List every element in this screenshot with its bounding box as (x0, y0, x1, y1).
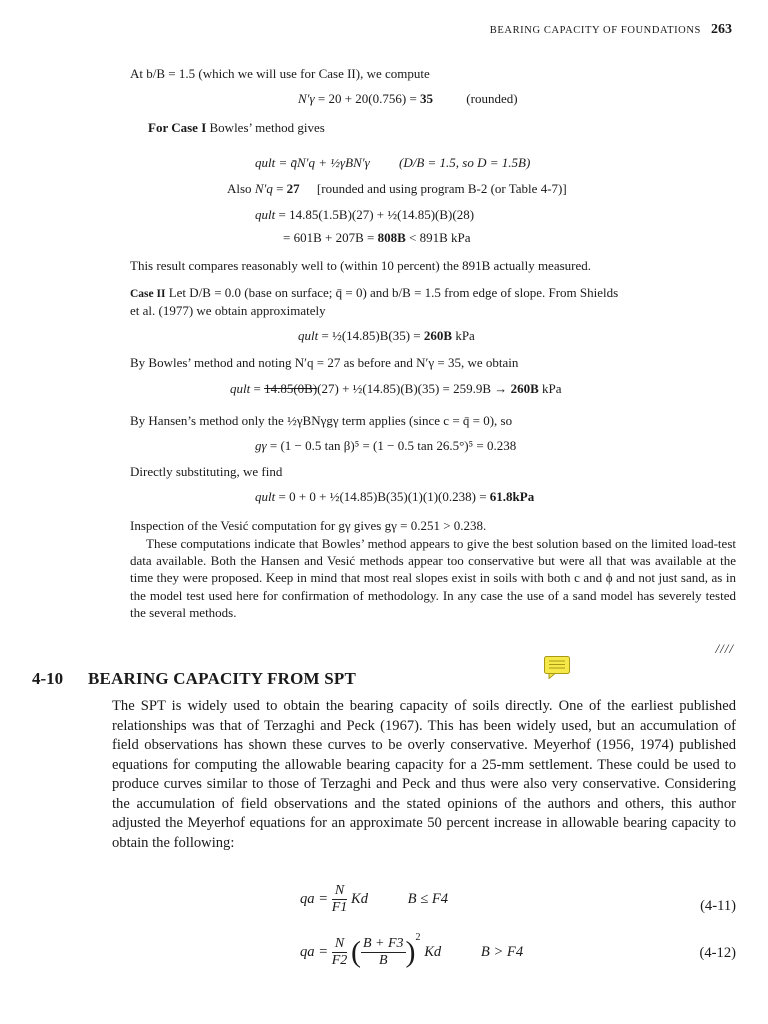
eq-4-12-inner-fraction (361, 936, 406, 969)
intro-line: At b/B = 1.5 (which we will use for Case II), we compute (130, 66, 430, 81)
eq-4-12-den: F2 (331, 953, 348, 969)
eq-4-11-num: N (332, 883, 348, 900)
case1-eq2 (255, 207, 474, 223)
case1-eq2-lhs: qult (255, 207, 276, 222)
case1-compare: This result compares reasonably well to (within 10 percent) the 891B actually measured. (130, 258, 591, 273)
case1-eq3-bold: 808B (377, 230, 406, 245)
eq-4-12-num: N (332, 936, 348, 953)
case2-eq4-lhs: qult (255, 489, 276, 504)
eq-4-11-cond: B ≤ F4 (407, 890, 449, 907)
case2-eq2-tail: kPa (541, 381, 562, 396)
case1-text: Bowles’ method gives (209, 120, 325, 135)
case2-eq3-rhs: = (1 − 0.5 tan β)⁵ = (1 − 0.5 tan 26.5°)⁵ = 0.238 (269, 438, 517, 453)
case2-eq4-bold: 61.8 (489, 489, 513, 504)
case1-also-sym: N′q (254, 181, 273, 196)
case1-also-prefix: Also (227, 181, 252, 196)
case2-eq1 (298, 328, 475, 344)
eq-4-11-fraction (332, 883, 348, 916)
eq-4-12-power: 2 (415, 932, 421, 943)
case2-eq2 (230, 381, 561, 397)
eq-4-11-label: (4-11) (700, 898, 736, 914)
case2-eq2-bold: 260B (510, 381, 539, 396)
running-title: BEARING CAPACITY OF FOUNDATIONS (489, 25, 701, 36)
sticky-note-icon[interactable] (543, 655, 571, 677)
eq-4-12 (300, 932, 523, 970)
eq-ngamma-rhs: = 20 + 20(0.756) = (317, 91, 417, 106)
case1-also-val: 27 (286, 181, 300, 196)
case1-eq3-rhs: = 601B + 207B = (283, 230, 375, 245)
eq-4-12-factor: Kd (424, 944, 442, 960)
eq-4-12-open-paren: ( (350, 935, 361, 969)
case2-eq4 (255, 489, 534, 505)
case2-eq3-lhs: gγ (255, 438, 267, 453)
case2-eq2-struck: 14.85(0B) (264, 381, 318, 396)
case2-text-line1: Let D/B = 0.0 (base on surface; q̄ = 0) and b/B = 1.5 from edge of slope. From Shields (168, 285, 619, 300)
case1-label: For Case I (148, 120, 207, 135)
case2-eq3 (255, 438, 516, 454)
case2-eq2-rest: (27) + ½(14.85)(B)(35) = 259.9B → (317, 381, 508, 396)
eq-4-11-factor: Kd (350, 890, 368, 907)
case2-text-line2: et al. (1977) we obtain approximately (130, 303, 326, 318)
case1-intro (148, 119, 325, 136)
case2-eq2-lhs: qult (230, 381, 251, 396)
case2-eq1-bold: 260B (423, 328, 453, 343)
end-of-example-mark: //// (715, 641, 734, 656)
case2-eq1-rhs: = ½(14.85)B(35) = (321, 328, 421, 343)
case1-eq1-rhs: = q̄N′q + ½γBN′γ (278, 155, 370, 170)
case2-eq2-eq: = (253, 381, 261, 396)
case1-eq3-tail: < 891B kPa (409, 230, 471, 245)
case1-also (227, 181, 567, 197)
case2-vesic-line: Inspection of the Vesić computation for gγ gives gγ = 0.251 > 0.238. (130, 518, 487, 533)
case2-direct-line: Directly substituting, we find (130, 464, 283, 479)
eq-4-12-lhs: qa = (300, 944, 329, 960)
case1-also-eq: = (276, 181, 284, 196)
case1-eq1-lhs: qult (255, 155, 276, 170)
running-header (490, 22, 732, 38)
case2-hansen-line: By Hansen’s method only the ½γBNγgγ term applies (since c = q̄ = 0), so (130, 413, 513, 428)
eq-4-12-inner-num: B + F3 (362, 936, 404, 952)
eq-4-12-fraction (332, 936, 348, 969)
case2-eq4-tail: kPa (512, 489, 535, 504)
case1-also-note: [rounded and using program B-2 (or Table 4-7)] (316, 181, 567, 196)
eq-4-11-lhs: qa = (300, 890, 329, 907)
eq-4-12-label: (4-12) (699, 945, 736, 961)
case2-eq4-rhs: = 0 + 0 + ½(14.85)B(35)(1)(1)(0.238) = (278, 489, 487, 504)
page-number: 263 (711, 22, 732, 37)
sticky-note-svg (543, 655, 571, 679)
eq-ngamma-result: 35 (420, 91, 434, 106)
section-title: BEARING CAPACITY FROM SPT (88, 669, 357, 688)
eq-4-12-close-paren: ) (405, 935, 416, 969)
eq-4-11 (300, 883, 448, 916)
section-number: 4-10 (32, 669, 64, 688)
case2-eq1-lhs: qult (298, 328, 319, 343)
eq-4-11-den: F1 (331, 900, 348, 915)
eq-ngamma (298, 91, 518, 107)
eq-4-12-cond: B > F4 (480, 944, 524, 960)
case1-eq1 (255, 155, 530, 171)
case2-conclusion: These computations indicate that Bowles’ method appears to give the best solution based on the limited load-test data available. Both the Hansen and Vesić methods appear too conservative but were all that was available at the time they were proposed. Keep in mind that most real slopes exist in soils with both c and ϕ and not just sand, as in the model test used here for confirmation of methodology. In any case the use of a sand model has severely tested the several methods. (130, 536, 736, 620)
case2-conclusion-block (130, 535, 736, 621)
section-paragraph: The SPT is widely used to obtain the bearing capacity of soils directly. One of the earliest published relationships was that of Terzaghi and Peck (1967). This has been widely used, but an accumulation of field observations has shown these curves to be overly conservative. Meyerhof (1956, 1974) published equations for computing the allowable bearing capacity for a 25-mm settlement. These could be used to produce curves similar to those of Terzaghi and Peck and thus were also very conservative. Considering the accumulation of field observations and the stated opinions of the authors and others, this author adjusted the Meyerhof equations for an approximate 50 percent increase in allowable bearing capacity to obtain the following: (112, 698, 736, 851)
case2-label: Case II (130, 288, 166, 300)
case2-bowles-line: By Bowles’ method and noting N′q = 27 as before and N′γ = 35, we obtain (130, 355, 519, 370)
eq-ngamma-lhs: N′γ (298, 91, 315, 106)
case1-eq3 (283, 230, 471, 246)
case1-eq2-rhs: = 14.85(1.5B)(27) + ½(14.85)(B)(28) (278, 207, 475, 222)
case1-eq1-cond: (D/B = 1.5, so D = 1.5B) (399, 155, 531, 170)
eq-4-12-inner-den: B (378, 953, 388, 969)
case2-eq1-tail: kPa (455, 328, 475, 343)
case2-intro (130, 284, 618, 303)
eq-ngamma-note: (rounded) (466, 91, 518, 106)
